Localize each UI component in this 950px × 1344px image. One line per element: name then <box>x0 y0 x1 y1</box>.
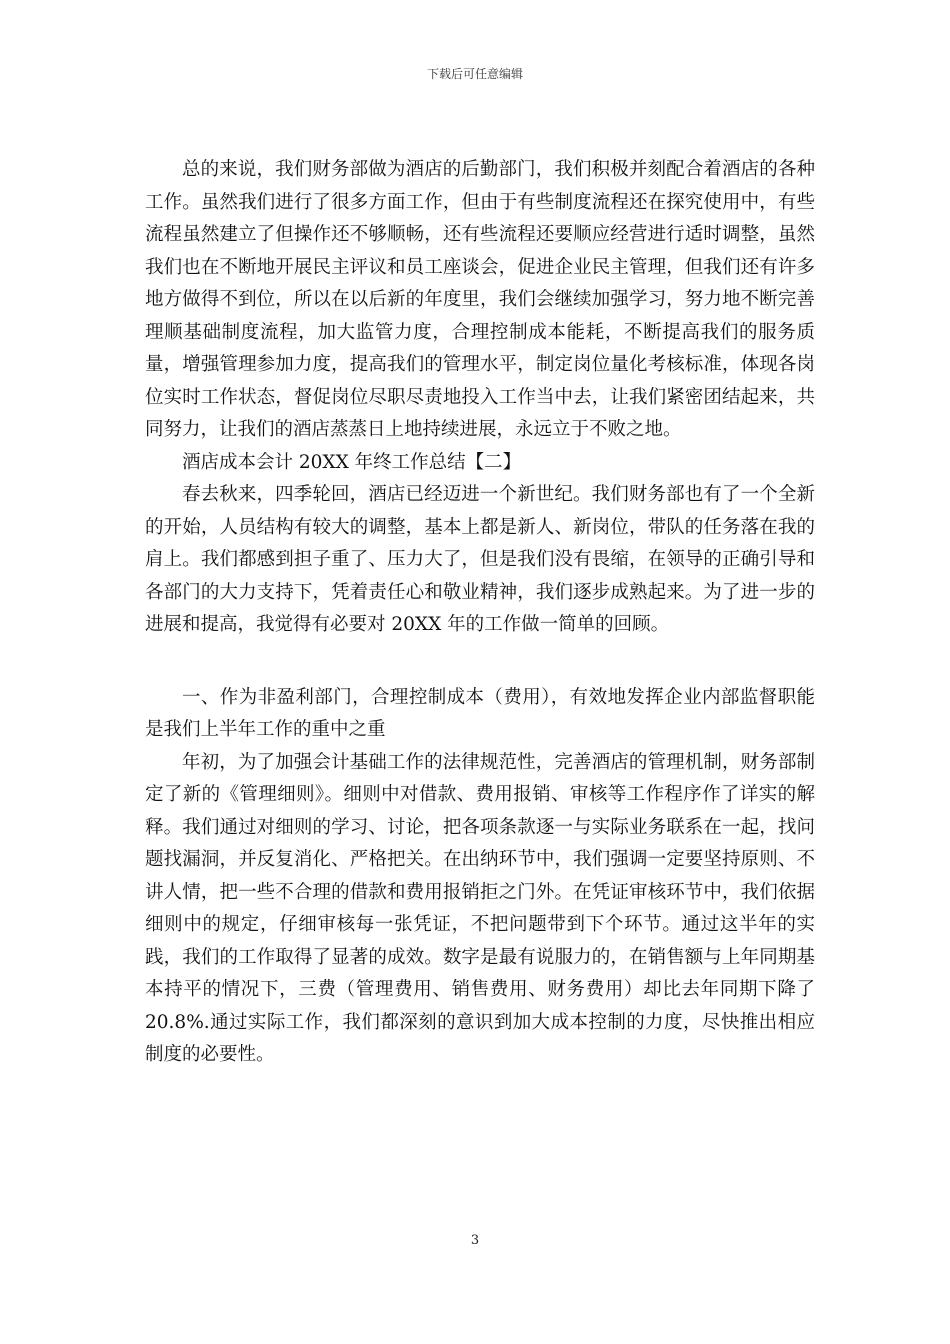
paragraph-intro: 春去秋来，四季轮回，酒店已经迈进一个新世纪。我们财务部也有了一个全新的开始，人员结构有较大的调整，基本上都是新人、新岗位，带队的任务落在我的肩上。我们都感到担子重了、压力大了，但是我们没有畏缩，在领导的正确引导和各部门的大力支持下，凭着责任心和敬业精神，我们逐步成熟起来。为了进一步的进展和提高，我觉得有必要对 20XX 年的工作做一简单的回顾。 <box>145 484 815 635</box>
section-title: 酒店成本会计 20XX 年终工作总结【二】 <box>182 451 522 473</box>
paragraph-gap <box>145 642 815 682</box>
document-body <box>145 154 815 1072</box>
paragraph-heading-one: 一、作为非盈利部门，合理控制成本（费用），有效地发挥企业内部监督职能是我们上半年工作的重中之重 <box>145 686 815 740</box>
page-number: 3 <box>470 1233 480 1248</box>
page-header: 下载后可任意编辑 <box>426 67 523 81</box>
paragraph-cost-control: 年初，为了加强会计基础工作的法律规范性，完善酒店的管理机制，财务部制定了新的《管理细则》。细则中对借款、费用报销、审核等工作程序作了详实的解释。我们通过对细则的学习、讨论，把各项条款逐一与实际业务联系在一起，找问题找漏洞，并反复消化、严格把关。在出纳环节中，我们强调一定要坚持原则、不讲人情，把一些不合理的借款和费用报销拒之门外。在凭证审核环节中，我们依据细则中的规定，仔细审核每一张凭证，不把问题带到下个环节。通过这半年的实践，我们的工作取得了显著的成效。数字是最有说服力的，在销售额与上年同期基本持平的情况下，三费（管理费用、销售费用、财务费用）却比去年同期下降了 20.8%.通过实际工作，我们都深刻的意识到加大成本控制的力度，尽快推出相应制度的必要性。 <box>145 751 815 1065</box>
paragraph-summary: 总的来说，我们财务部做为酒店的后勤部门，我们积极并刻配合着酒店的各种工作。虽然我们进行了很多方面工作，但由于有些制度流程还在探究使用中，有些流程虽然建立了但操作还不够顺畅，还有些流程还要顺应经营进行适时调整，虽然我们也在不断地开展民主评议和员工座谈会，促进企业民主管理，但我们还有许多地方做得不到位，所以在以后新的年度里，我们会继续加强学习，努力地不断完善理顺基础制度流程，加大监管力度，合理控制成本能耗，不断提高我们的服务质量，增强管理参加力度，提高我们的管理水平，制定岗位量化考核标准，体现各岗位实时工作状态，督促岗位尽职尽责地投入工作当中去，让我们紧密团结起来，共同努力，让我们的酒店蒸蒸日上地持续进展，永远立于不败之地。 <box>145 159 815 440</box>
